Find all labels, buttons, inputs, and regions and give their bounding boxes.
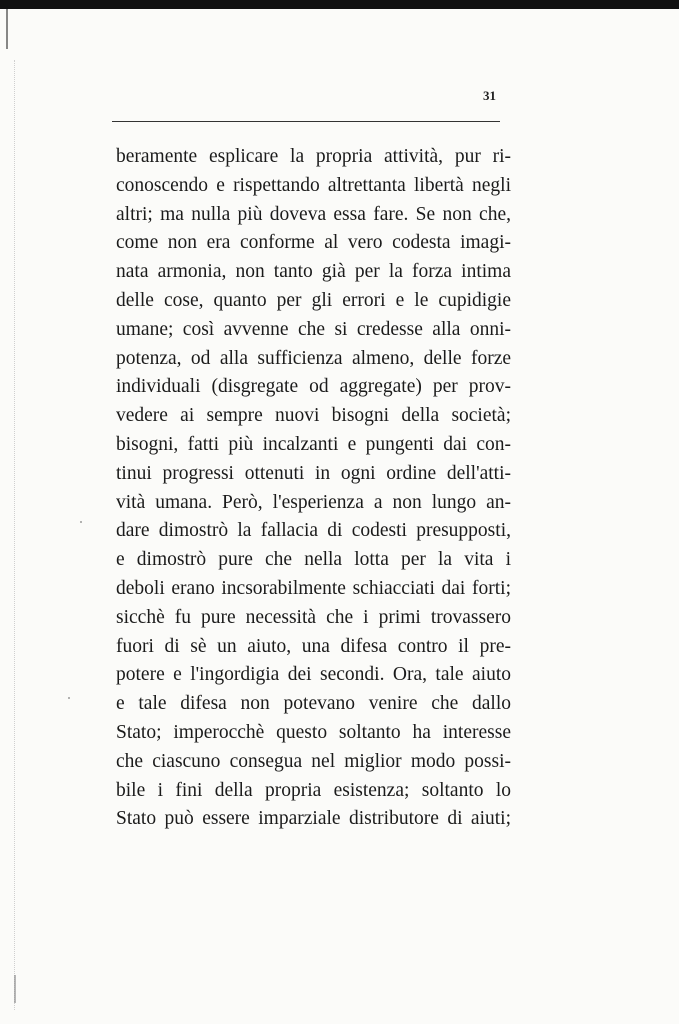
text-line: beramente esplicare la propria attività, pur ri- (116, 146, 511, 167)
text-line: e dimostrò pure che nella lotta per la vita i (116, 549, 511, 571)
text-line: Stato può essere imparziale distributore di aiuti; (116, 808, 511, 830)
text-line: tinui progressi ottenuti in ogni ordine dell'atti- (116, 462, 511, 484)
text-line: Stato; imperocchè questo soltanto ha interesse (116, 721, 511, 743)
text-line: fuori di sè un aiuto, una difesa contro il pre- (116, 635, 511, 657)
body-text (116, 143, 511, 834)
text-line: vità umana. Però, l'esperienza a non lungo an- (116, 491, 511, 513)
binding-edge-dots (14, 60, 15, 1010)
text-line: come non era conforme al vero codesta imagi- (116, 232, 511, 254)
text-line: e tale difesa non potevano venire che dallo (116, 693, 511, 715)
header-rule (112, 121, 500, 122)
text-line: nata armonia, non tanto già per la forza intima (116, 261, 511, 283)
text-line: umane; così avvenne che si credesse alla onni- (116, 318, 511, 340)
text-line: potenza, od alla sufficienza almeno, delle forze (116, 347, 511, 369)
text-line: dare dimostrò la fallacia di codesti presupposti, (116, 520, 511, 542)
text-line: bile i fini della propria esistenza; soltanto lo (116, 779, 511, 801)
text-line: conoscendo e rispettando altrettanta libertà negli (116, 174, 511, 196)
text-line: sicchè fu pure necessità che i primi trovassero (116, 606, 511, 628)
scan-top-border (0, 0, 679, 9)
text-line: potere e l'ingordigia dei secondi. Ora, tale aiuto (116, 664, 511, 686)
text-line: individuali (disgregate od aggregate) per prov- (116, 376, 511, 398)
binding-edge-mark-bottom (14, 975, 16, 1003)
page-number: 31 (483, 88, 496, 103)
binding-edge-mark (6, 9, 8, 49)
text-line: deboli erano incsorabilmente schiacciati dai forti; (116, 577, 511, 599)
text-line: delle cose, quanto per gli errori e le cupidigie (116, 289, 511, 311)
scan-speck (80, 521, 82, 523)
scan-speck (68, 697, 70, 699)
text-line: che ciascuno consegua nel miglior modo possi- (116, 750, 511, 772)
text-line: altri; ma nulla più doveva essa fare. Se non che, (116, 203, 511, 225)
text-line: vedere ai sempre nuovi bisogni della società; (116, 405, 511, 427)
text-line: bisogni, fatti più incalzanti e pungenti dai con- (116, 433, 511, 455)
